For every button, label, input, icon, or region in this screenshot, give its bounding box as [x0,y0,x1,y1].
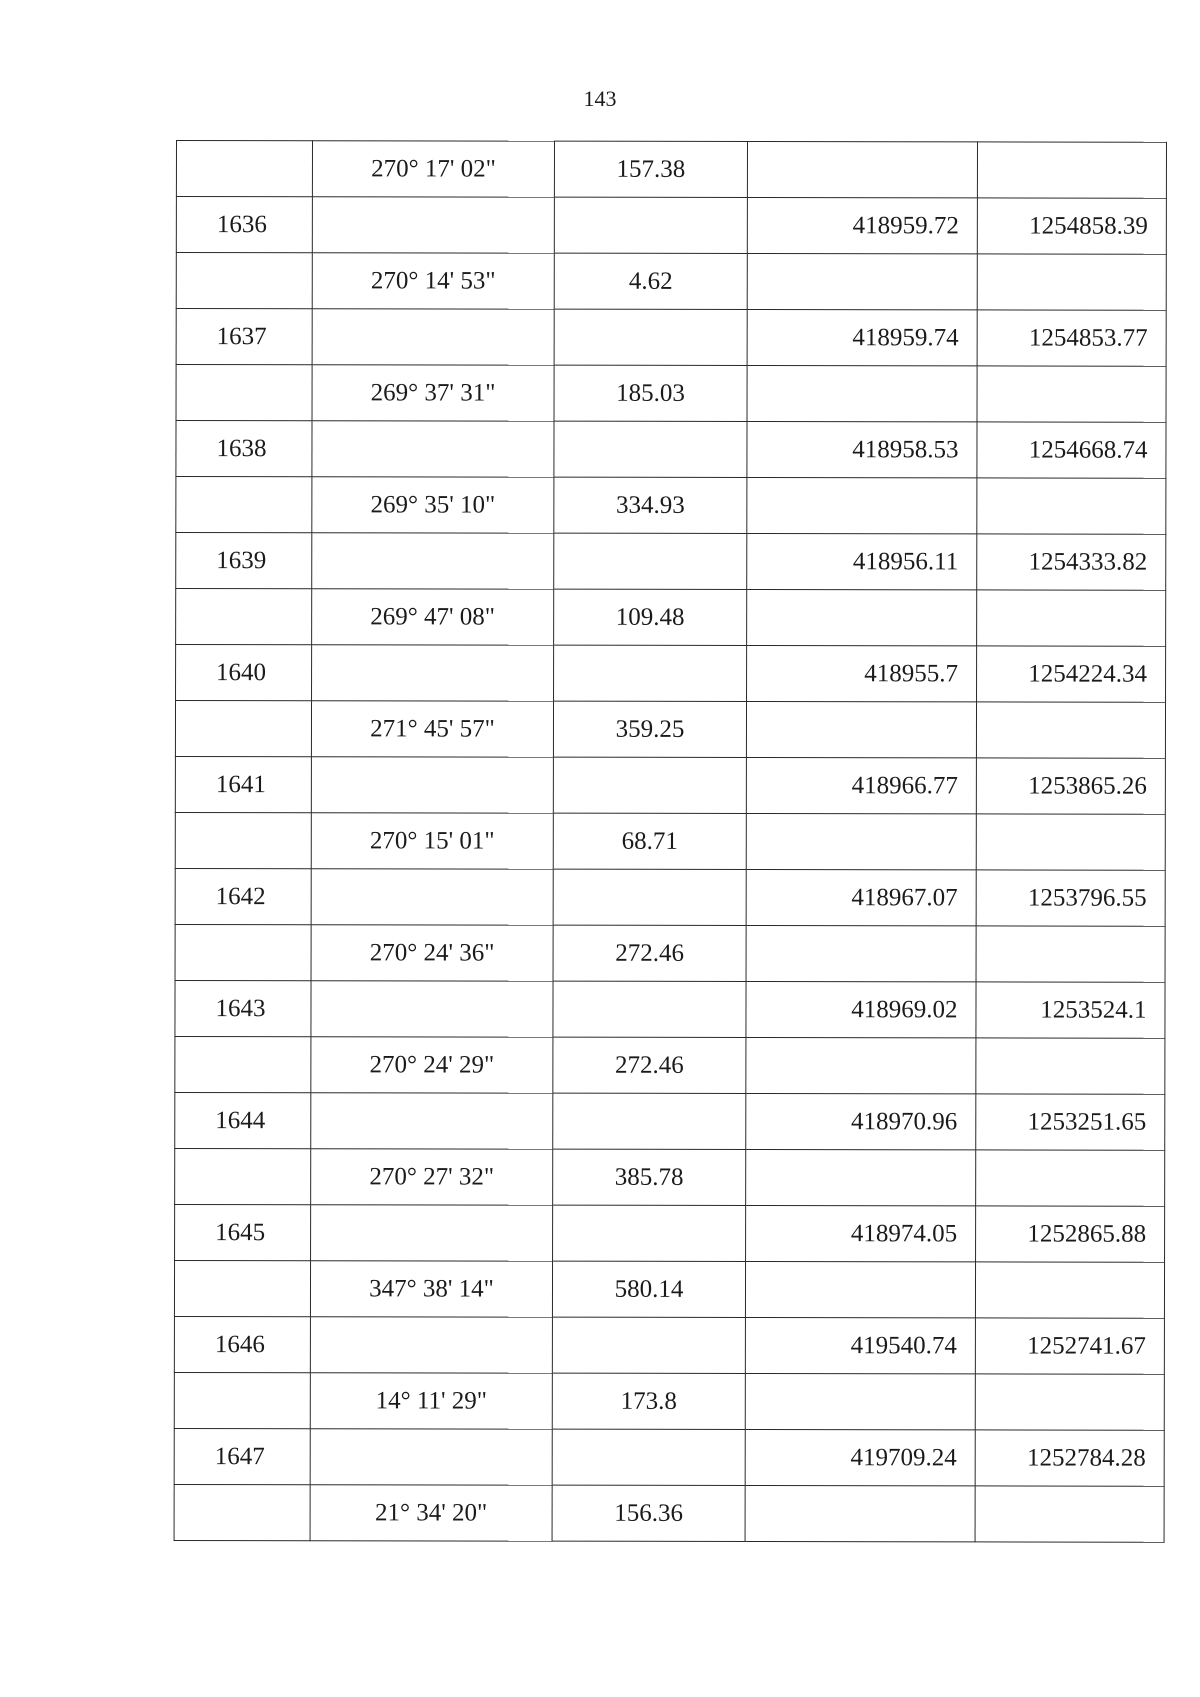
northing-cell: 1252741.67 [975,1318,1164,1374]
easting-cell [746,925,976,981]
table-row [176,365,1166,423]
station-cell: 1639 [176,533,312,589]
easting-cell: 418955.7 [747,645,977,701]
table-row [174,1260,1164,1318]
northing-cell [975,1486,1164,1542]
easting-cell: 418970.96 [746,1093,976,1149]
easting-cell: 418958.53 [747,421,977,477]
distance-cell [553,981,746,1037]
distance-cell: 272.46 [553,925,746,981]
easting-cell [746,1149,976,1205]
bearing-cell: 271° 45' 57" [311,701,553,757]
northing-cell [977,254,1166,310]
bearing-cell: 269° 35' 10" [312,477,554,533]
bearing-cell [310,1429,552,1485]
bearing-cell [312,533,554,589]
easting-cell: 419709.24 [745,1429,975,1485]
table-row [174,1428,1164,1486]
easting-cell: 418956.11 [747,533,977,589]
northing-cell: 1253865.26 [976,758,1165,814]
northing-cell [977,366,1166,422]
distance-cell: 68.71 [553,813,746,869]
distance-cell [554,645,747,701]
distance-cell: 359.25 [553,701,746,757]
table-row [175,1148,1165,1206]
easting-cell [745,1485,975,1541]
northing-cell [976,814,1165,870]
distance-cell: 4.62 [554,253,747,309]
northing-cell [976,926,1165,982]
station-cell [174,1484,310,1540]
bearing-cell: 270° 15' 01" [311,813,553,869]
station-cell [176,141,312,197]
table-row [175,980,1165,1038]
station-cell [176,477,312,533]
bearing-cell: 269° 37' 31" [312,365,554,421]
northing-cell [976,1150,1165,1206]
station-cell: 1636 [176,197,312,253]
northing-cell [976,702,1165,758]
distance-cell: 580.14 [552,1261,745,1317]
table-row [174,1372,1164,1430]
station-cell: 1647 [174,1428,310,1484]
bearing-cell [310,1317,552,1373]
distance-cell [554,197,747,253]
station-cell: 1640 [176,645,312,701]
table-row [176,533,1166,591]
northing-cell: 1253251.65 [976,1094,1165,1150]
table-row [176,589,1166,647]
easting-cell [746,701,976,757]
bearing-cell [312,645,554,701]
station-cell: 1643 [175,980,311,1036]
station-cell [175,812,311,868]
distance-cell: 185.03 [554,365,747,421]
table-row [175,1092,1165,1150]
bearing-cell [312,309,554,365]
station-cell [174,1372,310,1428]
station-cell [176,365,312,421]
bearing-cell [311,1093,553,1149]
northing-cell: 1254668.74 [977,422,1166,478]
distance-cell [554,421,747,477]
easting-cell: 418969.02 [746,981,976,1037]
station-cell [175,701,311,757]
northing-cell [977,142,1166,198]
bearing-cell [312,421,554,477]
bearing-cell [311,757,553,813]
table-row [175,1204,1165,1262]
table-row [175,868,1165,926]
easting-cell: 418966.77 [746,757,976,813]
northing-cell: 1254853.77 [977,310,1166,366]
northing-cell: 1252865.88 [976,1206,1165,1262]
distance-cell [554,309,747,365]
distance-cell: 272.46 [553,1037,746,1093]
bearing-cell: 270° 14' 53" [312,253,554,309]
distance-cell [553,1205,746,1261]
table-row [175,756,1165,814]
station-cell: 1644 [175,1092,311,1148]
northing-cell [976,1038,1165,1094]
bearing-cell [311,981,553,1037]
easting-cell: 418967.07 [746,869,976,925]
survey-coordinates-table [174,140,1167,1543]
table-row [174,1484,1164,1542]
station-cell [175,1036,311,1092]
northing-cell: 1254333.82 [977,534,1166,590]
table-row [176,253,1166,311]
station-cell [176,253,312,309]
table-row [176,309,1166,367]
bearing-cell: 270° 27' 32" [311,1149,553,1205]
northing-cell [977,478,1166,534]
table-row [176,421,1166,479]
easting-cell [747,589,977,645]
bearing-cell [311,869,553,925]
bearing-cell: 270° 24' 29" [311,1037,553,1093]
station-cell: 1637 [176,309,312,365]
table-row [176,197,1166,255]
station-cell: 1645 [175,1204,311,1260]
table-row [175,1036,1165,1094]
distance-cell: 385.78 [553,1149,746,1205]
distance-cell: 173.8 [552,1373,745,1429]
station-cell [176,589,312,645]
distance-cell [552,1317,745,1373]
distance-cell [553,1093,746,1149]
distance-cell: 156.36 [552,1485,745,1541]
northing-cell: 1253796.55 [976,870,1165,926]
table-row [175,924,1165,982]
bearing-cell: 14° 11' 29" [310,1373,552,1429]
page-number: 143 [583,86,617,111]
easting-cell [745,1261,975,1317]
table-row [174,1316,1164,1374]
table-row [175,701,1165,759]
station-cell [174,1260,310,1316]
easting-cell [745,1373,975,1429]
northing-cell: 1254224.34 [977,646,1166,702]
distance-cell [553,757,746,813]
bearing-cell: 347° 38' 14" [310,1261,552,1317]
bearing-cell [311,1205,553,1261]
table-row [176,141,1166,199]
easting-cell: 418959.74 [747,309,977,365]
easting-cell [747,365,977,421]
easting-cell [747,477,977,533]
distance-cell: 157.38 [554,141,747,197]
distance-cell: 334.93 [554,477,747,533]
station-cell: 1646 [174,1316,310,1372]
northing-cell [975,1262,1164,1318]
easting-cell: 419540.74 [745,1317,975,1373]
table-body [174,141,1166,1543]
easting-cell [747,141,977,197]
station-cell [175,1148,311,1204]
easting-cell: 418974.05 [746,1205,976,1261]
northing-cell [975,1374,1164,1430]
northing-cell: 1253524.1 [976,982,1165,1038]
distance-cell [552,1429,745,1485]
distance-cell [554,533,747,589]
northing-cell: 1252784.28 [975,1430,1164,1486]
bearing-cell: 270° 24' 36" [311,925,553,981]
northing-cell: 1254858.39 [977,198,1166,254]
easting-cell [747,253,977,309]
bearing-cell: 21° 34' 20" [310,1485,552,1541]
bearing-cell: 269° 47' 08" [312,589,554,645]
bearing-cell [312,197,554,253]
easting-cell: 418959.72 [747,197,977,253]
table-row [176,645,1166,703]
distance-cell: 109.48 [554,589,747,645]
station-cell: 1641 [175,756,311,812]
station-cell [175,924,311,980]
distance-cell [553,869,746,925]
northing-cell [977,590,1166,646]
table-row [176,477,1166,535]
table-row [175,812,1165,870]
bearing-cell: 270° 17' 02" [312,141,554,197]
easting-cell [746,1037,976,1093]
easting-cell [746,813,976,869]
station-cell: 1638 [176,421,312,477]
station-cell: 1642 [175,868,311,924]
